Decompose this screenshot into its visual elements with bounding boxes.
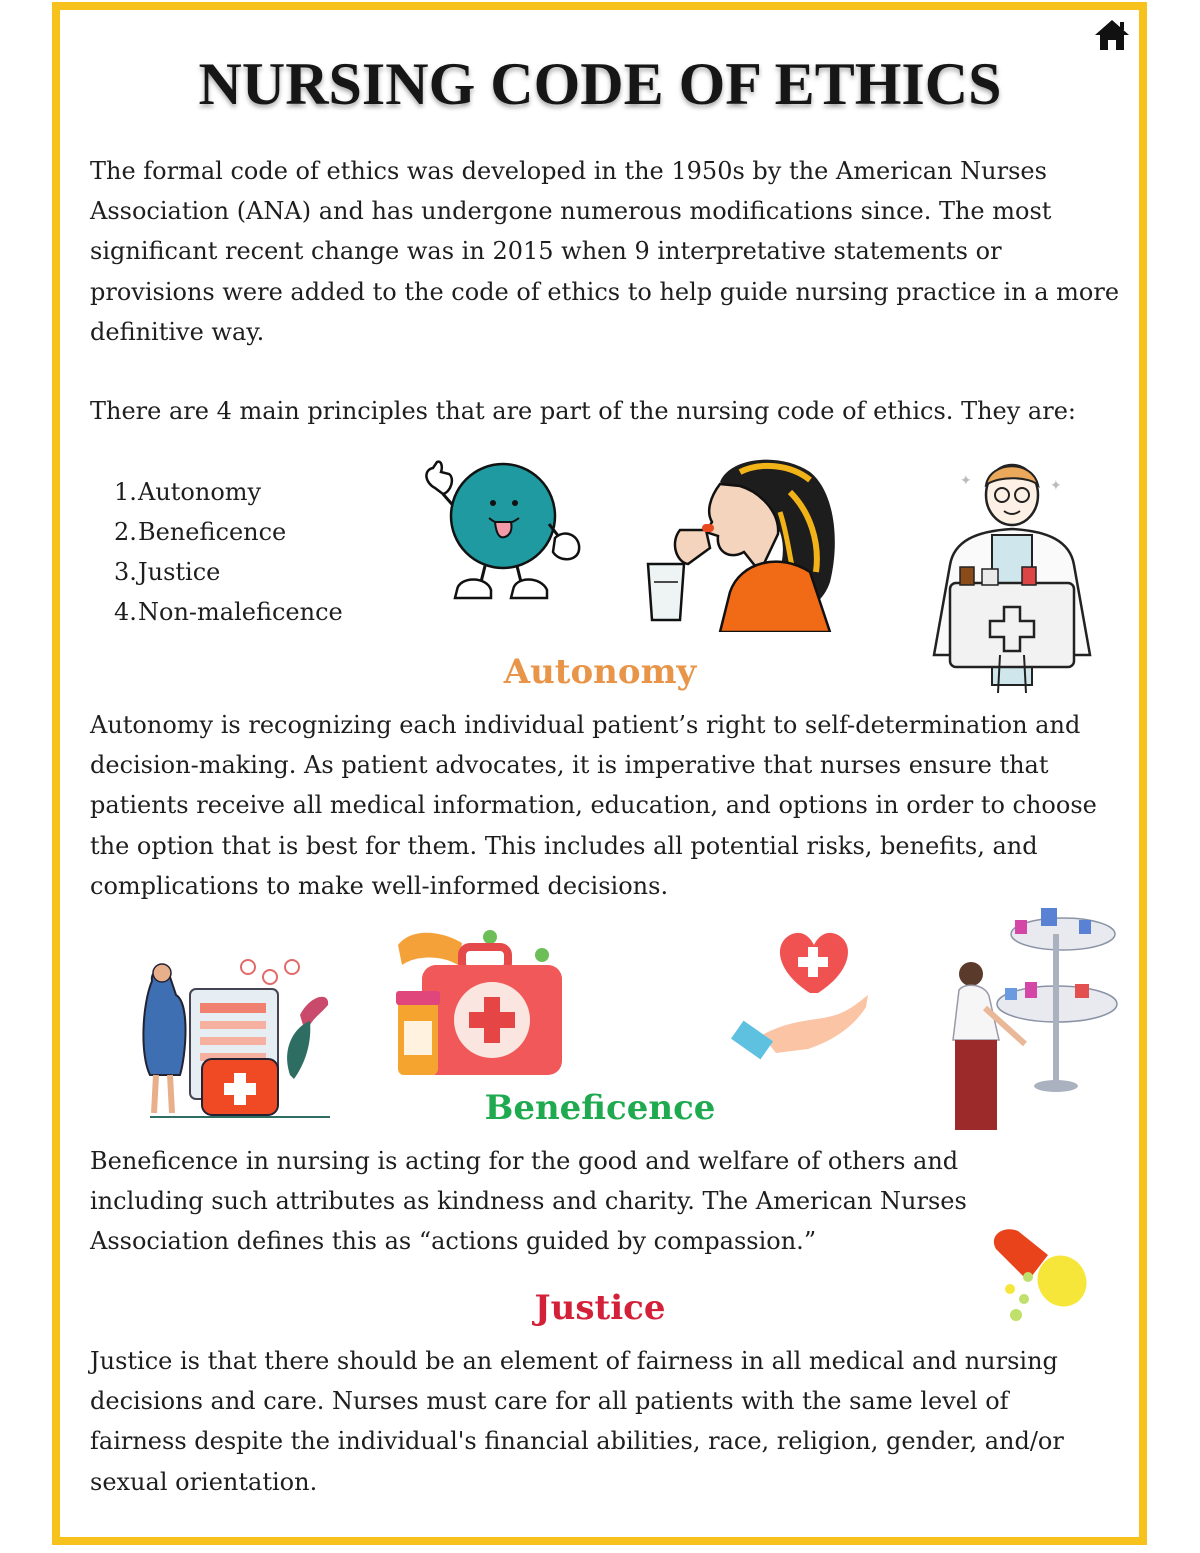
svg-text:✦: ✦	[960, 473, 972, 489]
beneficence-paragraph: Beneficence in nursing is acting for the good and welfare of others and including such attributes as kindness and charity. The American Nurses Association defines this as “actions guided by compassion.”	[90, 1147, 967, 1256]
intro-paragraph: The formal code of ethics was developed in the 1950s by the American Nurses Association (ANA) and has undergone numerous modifications since. The most significant recent change was in 2015 when 9 interpretative statements or provisions were added to the code of ethics to help guide nursing practice in a more definitive way.	[90, 157, 1120, 346]
thumbs-up-pill-character	[415, 458, 590, 608]
justice-paragraph: Justice is that there should be an element of fairness in all medical and nursing decisions and care. Nurses must care for all patients with the same level of fairness despite the individual's financial abilities, race, religion, gender, and/or sexual orientation.	[90, 1347, 1064, 1496]
heart-in-hand	[728, 925, 873, 1080]
autonomy-heading: Autonomy	[503, 652, 697, 692]
home-icon[interactable]	[1093, 17, 1131, 53]
page-title: NURSING CODE OF ETHICS	[198, 51, 1002, 117]
principles-list	[114, 472, 343, 632]
list-item: 3.Justice	[114, 558, 221, 586]
autonomy-paragraph: Autonomy is recognizing each individual patient’s right to self-determination and decision-making. As patient advocates, it is imperative that nurses ensure that patients receive all medical information, education, and options in order to choose the option that is best for them. This includes all potential risks, benefits, and complications to make well-informed decisions.	[90, 711, 1097, 900]
justice-heading: Justice	[534, 1288, 666, 1328]
svg-text:✦: ✦	[1050, 478, 1062, 494]
first-aid-kit-with-medicine	[392, 925, 567, 1080]
principles-intro: There are 4 main principles that are part of the nursing code of ethics. They are:	[90, 397, 1076, 425]
woman-taking-pill	[640, 452, 845, 632]
beneficence-heading: Beneficence	[484, 1088, 716, 1128]
list-item: 1.Autonomy	[114, 478, 262, 506]
list-item: 2.Beneficence	[114, 518, 287, 546]
list-item: 4.Non-maleficence	[114, 598, 343, 626]
